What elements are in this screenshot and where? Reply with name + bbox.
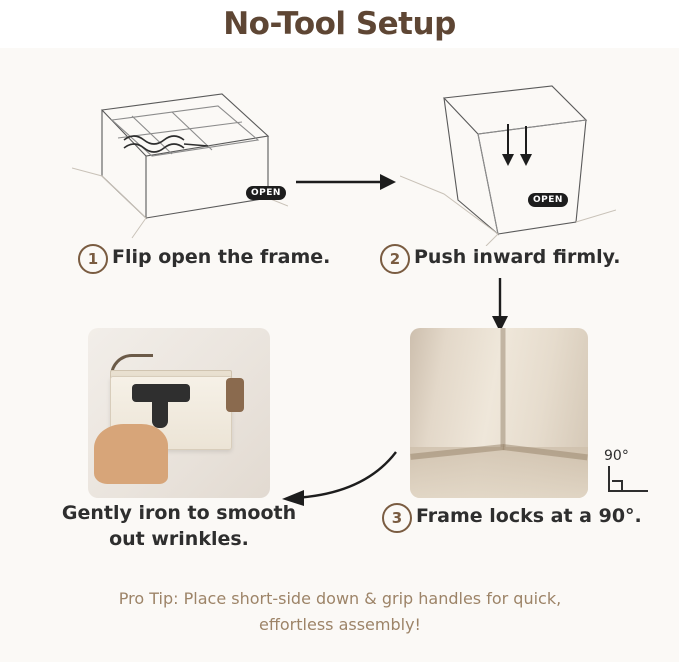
right-angle-icon	[612, 480, 623, 491]
angle-annotation	[600, 448, 652, 496]
hand	[94, 424, 168, 484]
step-3-photo	[410, 328, 588, 498]
open-tag-step-2: OPEN	[528, 193, 568, 207]
step-4-photo	[88, 328, 270, 498]
step-2-illustration	[400, 76, 616, 246]
step-2-badge: 2	[380, 244, 410, 274]
step-2-text: Push inward firmly.	[414, 246, 621, 268]
pro-tip	[60, 586, 620, 638]
step-3-badge: 3	[382, 503, 412, 533]
step-2-label-row	[380, 244, 621, 274]
pro-tip-line1: Pro Tip: Place short-side down & grip handles for quick,	[118, 589, 562, 608]
step-3-text: Frame locks at a 90°.	[416, 505, 642, 527]
corner-seam	[500, 328, 505, 450]
arrow-step2-to-step3	[480, 276, 520, 334]
angle-label: 90°	[604, 448, 629, 464]
step-4-caption	[44, 500, 314, 552]
step-1-text: Flip open the frame.	[112, 246, 331, 268]
step-1-label-row	[78, 244, 330, 274]
step-4-caption-line1: Gently iron to smooth	[61, 502, 297, 524]
content-area	[0, 48, 679, 662]
step-4-caption-line2: out wrinkles.	[109, 528, 249, 550]
step-1-illustration	[72, 80, 288, 240]
page-title: No-Tool Setup	[223, 6, 456, 42]
basket-handle	[226, 378, 244, 412]
arrow-step3-to-step4	[268, 448, 404, 508]
open-tag-step-1: OPEN	[246, 186, 286, 200]
pro-tip-line2: effortless assembly!	[259, 615, 421, 634]
angle-vertical-line	[608, 466, 610, 492]
title-bar	[0, 0, 679, 48]
arrow-step1-to-step2	[292, 166, 402, 198]
steam-iron-handle	[152, 396, 168, 428]
step-3-label-row	[382, 503, 642, 533]
step-1-badge: 1	[78, 244, 108, 274]
